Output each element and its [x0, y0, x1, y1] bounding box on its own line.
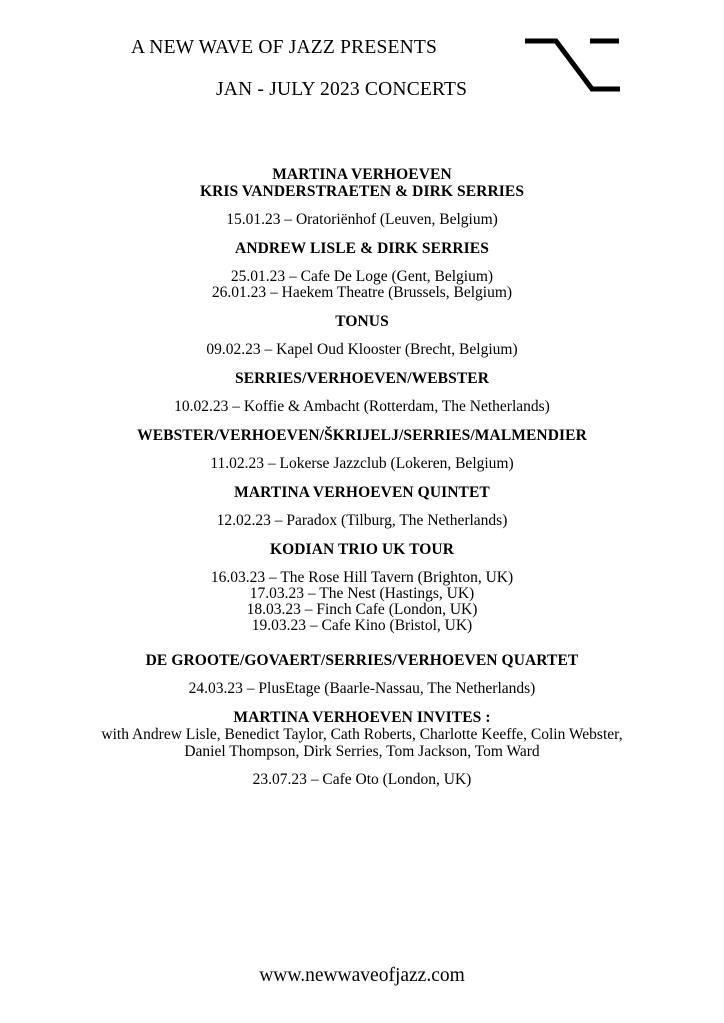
concert-entry [0, 370, 724, 415]
concert-entry [0, 652, 724, 697]
concert-date: 17.03.23 – The Nest (Hastings, UK) [249, 585, 475, 602]
concert-entry [0, 240, 724, 301]
concert-entry [0, 427, 724, 472]
concert-program [0, 166, 724, 800]
concert-date: 09.02.23 – Kapel Oud Klooster (Brecht, Belgium) [206, 341, 518, 358]
artist-name: MARTINA VERHOEVEN INVITES : [233, 709, 491, 726]
artist-name: DE GROOTE/GOVAERT/SERRIES/VERHOEVEN QUARTET [145, 652, 579, 669]
artist-name: ANDREW LISLE & DIRK SERRIES [235, 240, 489, 257]
concert-date: 25.01.23 – Cafe De Loge (Gent, Belgium) [230, 268, 494, 285]
artist-name: MARTINA VERHOEVEN QUINTET [234, 484, 490, 501]
artist-name: MARTINA VERHOEVEN [272, 166, 452, 183]
concert-date: 10.02.23 – Koffie & Ambacht (Rotterdam, The Netherlands) [174, 398, 550, 415]
concert-entry [0, 313, 724, 358]
artist-name: SERRIES/VERHOEVEN/WEBSTER [234, 370, 490, 387]
artist-name: TONUS [335, 313, 389, 330]
bracket-logo-icon [522, 36, 622, 96]
concert-entry [0, 484, 724, 529]
concert-date: 19.03.23 – Cafe Kino (Bristol, UK) [251, 617, 473, 634]
concert-date: 23.07.23 – Cafe Oto (London, UK) [252, 771, 472, 788]
concert-date: 26.01.23 – Haekem Theatre (Brussels, Belgium) [211, 284, 513, 301]
concert-date: 18.03.23 – Finch Cafe (London, UK) [246, 601, 478, 618]
header-presents: A NEW WAVE OF JAZZ PRESENTS [131, 37, 438, 58]
concert-entry [0, 541, 724, 634]
concert-date: 15.01.23 – Oratoriënhof (Leuven, Belgium) [226, 211, 498, 228]
concert-entry [0, 166, 724, 228]
website-link[interactable]: www.newwaveofjazz.com [259, 965, 465, 986]
artist-name: WEBSTER/VERHOEVEN/ŠKRIJELJ/SERRIES/MALMENDIER [137, 427, 587, 444]
invitees-line: Daniel Thompson, Dirk Serries, Tom Jackson, Tom Ward [184, 743, 540, 760]
artist-name: KODIAN TRIO UK TOUR [269, 541, 455, 558]
artist-name: KRIS VANDERSTRAETEN & DIRK SERRIES [199, 183, 525, 200]
concert-date: 11.02.23 – Lokerse Jazzclub (Lokeren, Belgium) [210, 455, 514, 472]
header-concerts-period: JAN - JULY 2023 CONCERTS [216, 79, 468, 100]
concert-date: 16.03.23 – The Rose Hill Tavern (Brighton, UK) [210, 569, 514, 586]
concert-date: 12.02.23 – Paradox (Tilburg, The Netherlands) [216, 512, 508, 529]
invitees-line: with Andrew Lisle, Benedict Taylor, Cath Roberts, Charlotte Keeffe, Colin Webster, [101, 726, 623, 743]
concert-entry [0, 709, 724, 788]
concert-date: 24.03.23 – PlusEtage (Baarle-Nassau, The Netherlands) [188, 680, 536, 697]
